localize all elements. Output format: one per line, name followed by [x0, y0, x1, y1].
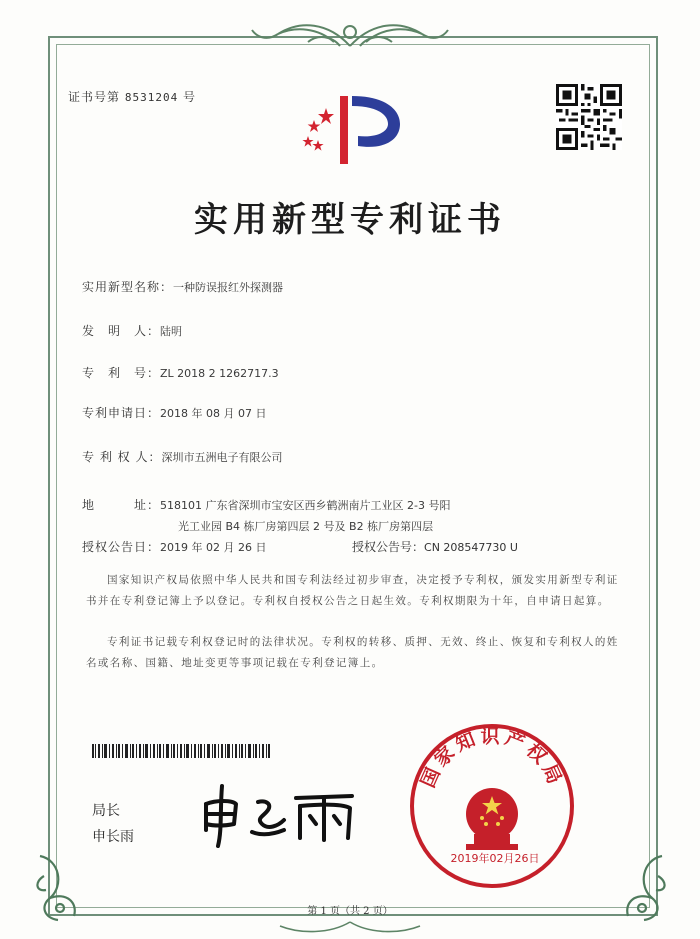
field-grant-number-value: CN 208547730 U — [424, 541, 518, 554]
field-grant-date-label: 授权公告日： — [82, 540, 161, 554]
seal-date: 2019年02月26日 — [450, 852, 540, 865]
statement-paragraph-2: 专利证书记载专利权登记时的法律状况。专利权的转移、质押、无效、终止、恢复和专利权人的姓名或名称、国籍、地址变更等事项记载在专利登记簿上。 — [86, 636, 619, 669]
top-ornament-icon — [248, 12, 452, 52]
field-patent-number-value: ZL 2018 2 1262717.3 — [160, 367, 279, 380]
field-patentee — [82, 448, 282, 465]
field-inventor — [82, 322, 182, 339]
patent-office-logo-icon — [296, 88, 406, 166]
director-name: 申长雨 — [92, 829, 134, 845]
field-inventor-label: 发 明 人： — [82, 324, 161, 338]
field-grant-date-value: 2019 年 02 月 26 日 — [160, 541, 267, 554]
certificate-title: 实用新型专利证书 — [194, 200, 506, 240]
field-filing-date-label: 专利申请日： — [82, 406, 161, 420]
field-name-value: 一种防误报红外探测器 — [173, 281, 284, 294]
field-grant-number-label: 授权公告号： — [352, 540, 425, 554]
statement-paragraph-1: 国家知识产权局依照中华人民共和国专利法经过初步审查，决定授予专利权，颁发实用新型专利证书并在专利登记簿上予以登记。专利权自授权公告之日起生效。专利权期限为十年，自申请日起算。 — [86, 574, 619, 607]
director-title: 局长 — [92, 803, 120, 819]
barcode-icon — [92, 744, 270, 758]
page-number: 第 1 页（共 2 页） — [307, 906, 393, 917]
field-address-line1: 518101 广东省深圳市宝安区西乡鹤洲南片工业区 2-3 号阳 — [160, 499, 451, 512]
field-grant-date — [82, 538, 267, 555]
field-grant-number — [352, 538, 518, 555]
bottom-center-ornament-icon — [270, 918, 430, 936]
svg-text:国家知识产权局: 国家知识产权局 — [416, 725, 568, 791]
field-filing-date — [82, 404, 267, 421]
handwritten-signature-icon — [192, 780, 362, 850]
field-address-label: 地 址： — [82, 498, 161, 512]
certificate-number-suffix: 号 — [183, 90, 197, 104]
field-filing-date-value: 2018 年 08 月 07 日 — [160, 407, 267, 420]
certificate-number-value: 8531204 — [124, 91, 179, 104]
field-inventor-value: 陆明 — [160, 325, 183, 338]
field-name-label: 实用新型名称： — [82, 280, 174, 294]
field-patent-number-label: 专 利 号： — [82, 366, 161, 380]
certificate-number — [68, 88, 196, 105]
field-patent-number — [82, 364, 279, 381]
field-patentee-value: 深圳市五洲电子有限公司 — [161, 451, 283, 464]
field-address — [82, 496, 450, 513]
field-patentee-label: 专 利 权 人： — [82, 450, 162, 464]
field-address-line2: 光工业园 B4 栋厂房第四层 2 号及 B2 栋厂房第四层 — [178, 520, 434, 533]
field-name — [82, 278, 283, 295]
qr-code-icon — [556, 84, 622, 150]
certificate-number-label: 证书号第 — [68, 90, 121, 104]
